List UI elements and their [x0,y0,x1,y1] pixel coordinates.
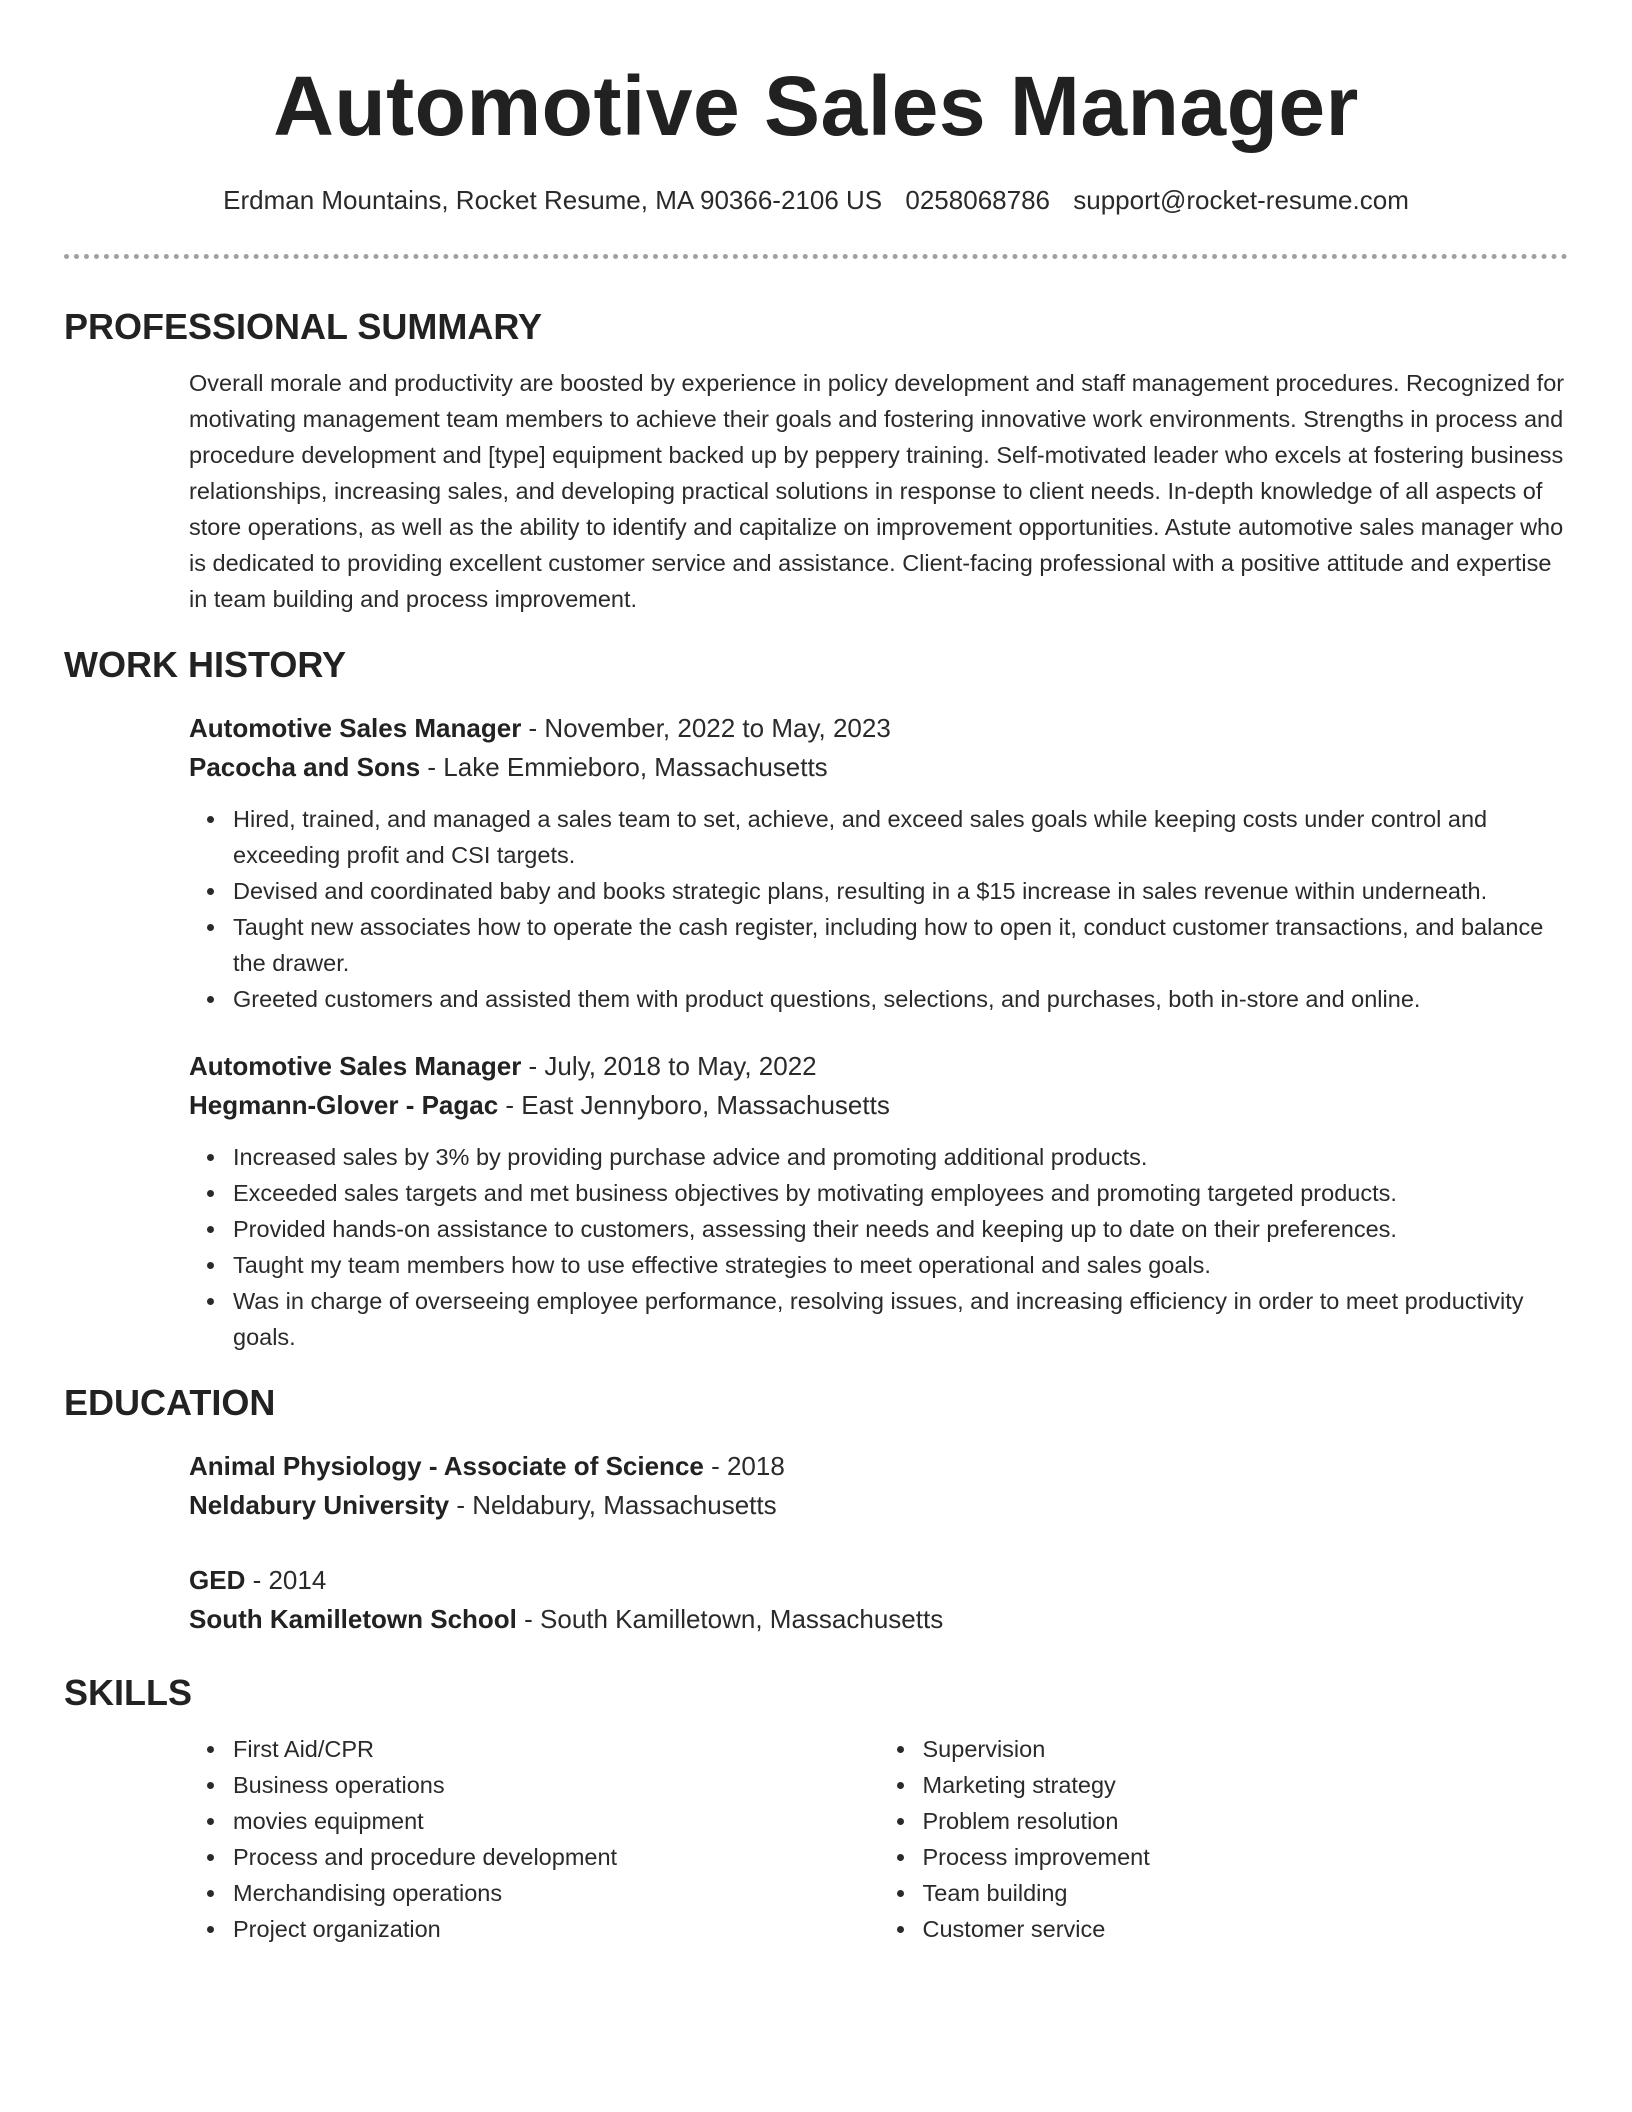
summary-section [64,303,1568,617]
work-section [64,641,1568,1355]
job-role: Automotive Sales Manager [189,713,522,743]
skills-left-list [189,1731,879,1947]
job-bullet: Increased sales by 3% by providing purchase advice and promoting additional products. [233,1139,1568,1175]
job-bullet: Taught my team members how to use effective strategies to meet operational and sales goals. [233,1247,1568,1283]
education-degree: GED [189,1565,246,1595]
job-company: Hegmann-Glover - Pagac [189,1090,499,1120]
job-dates: - November, 2022 to May, 2023 [521,713,891,743]
skill-item: Customer service [923,1911,1569,1947]
header-divider [64,254,1568,259]
education-degree-line [189,1447,1568,1486]
skills-right-list [879,1731,1569,1947]
skill-item: Problem resolution [923,1803,1569,1839]
contact-phone: 0258068786 [905,185,1050,215]
job-bullet: Devised and coordinated baby and books strategic plans, resulting in a $15 increase in sales revenue within underneath. [233,873,1568,909]
education-heading: EDUCATION [64,1382,276,1423]
education-location: - South Kamilletown, Massachusetts [516,1604,944,1634]
skill-item: Business operations [233,1767,879,1803]
job-entry [189,709,1568,1017]
job-bullet: Was in charge of overseeing employee performance, resolving issues, and increasing efficiency in order to meet productivity goals. [233,1283,1568,1355]
resume-title: Automotive Sales Manager [273,59,1359,153]
education-entry [189,1447,1568,1639]
skill-item: Process and procedure development [233,1839,879,1875]
contact-address: Erdman Mountains, Rocket Resume, MA 90366-2106 US [223,185,883,215]
education-school: Neldabury University [189,1490,450,1520]
work-heading: WORK HISTORY [64,644,347,685]
job-entry [189,1047,1568,1355]
job-bullets [189,1139,1568,1355]
summary-text: Overall morale and productivity are boosted by experience in policy development and staff management procedures. Recognized for motivating management team members to achieve their goals and fostering innovative work environments. Strengths in process and procedure development and [type] equipment backed up by peppery training. Self-motivated leader who excels at fostering business relationships, increasing sales, and developing practical solutions in response to client needs. In-depth knowledge of all aspects of store operations, as well as the ability to identify and capitalize on improvement opportunities. Astute automotive sales manager who is dedicated to providing excellent customer service and assistance. Client-facing professional with a positive attitude and expertise in team building and process improvement. [189,370,1565,612]
job-bullet: Hired, trained, and managed a sales team to set, achieve, and exceed sales goals while keeping costs under control and exceeding profit and CSI targets. [233,801,1568,873]
skills-columns [189,1731,1568,1947]
skill-item: Team building [923,1875,1569,1911]
skill-item: Marketing strategy [923,1767,1569,1803]
contact-email: support@rocket-resume.com [1073,185,1409,215]
job-bullet: Exceeded sales targets and met business objectives by motivating employees and promoting targeted products. [233,1175,1568,1211]
education-section [64,1379,1568,1639]
job-bullets [189,801,1568,1017]
education-year: - 2014 [245,1565,327,1595]
education-location: - Neldabury, Massachusetts [449,1490,777,1520]
job-company-line [189,748,1568,787]
job-role: Automotive Sales Manager [189,1051,522,1081]
skill-item: Merchandising operations [233,1875,879,1911]
education-school-line [189,1600,1568,1639]
contact-line [64,182,1568,218]
job-bullet: Taught new associates how to operate the cash register, including how to open it, conduct customer transactions, and balance the drawer. [233,909,1568,981]
job-company-line [189,1086,1568,1125]
skills-heading: SKILLS [64,1672,193,1713]
skill-item: Supervision [923,1731,1569,1767]
job-bullet: Greeted customers and assisted them with product questions, selections, and purchases, both in-store and online. [233,981,1568,1017]
summary-heading: PROFESSIONAL SUMMARY [64,306,543,347]
job-company: Pacocha and Sons [189,752,421,782]
education-degree-line [189,1561,1568,1600]
education-degree: Animal Physiology - Associate of Science [189,1451,704,1481]
skill-item: Process improvement [923,1839,1569,1875]
job-location: - East Jennyboro, Massachusetts [498,1090,890,1120]
skill-item: First Aid/CPR [233,1731,879,1767]
job-role-line [189,709,1568,748]
skills-section [64,1669,1568,1947]
job-bullet: Provided hands-on assistance to customers, assessing their needs and keeping up to date on their preferences. [233,1211,1568,1247]
job-dates: - July, 2018 to May, 2022 [521,1051,817,1081]
education-gap [189,1525,1568,1561]
education-year: - 2018 [703,1451,785,1481]
education-school: South Kamilletown School [189,1604,517,1634]
education-school-line [189,1486,1568,1525]
job-location: - Lake Emmieboro, Massachusetts [420,752,828,782]
job-role-line [189,1047,1568,1086]
skill-item: movies equipment [233,1803,879,1839]
skill-item: Project organization [233,1911,879,1947]
